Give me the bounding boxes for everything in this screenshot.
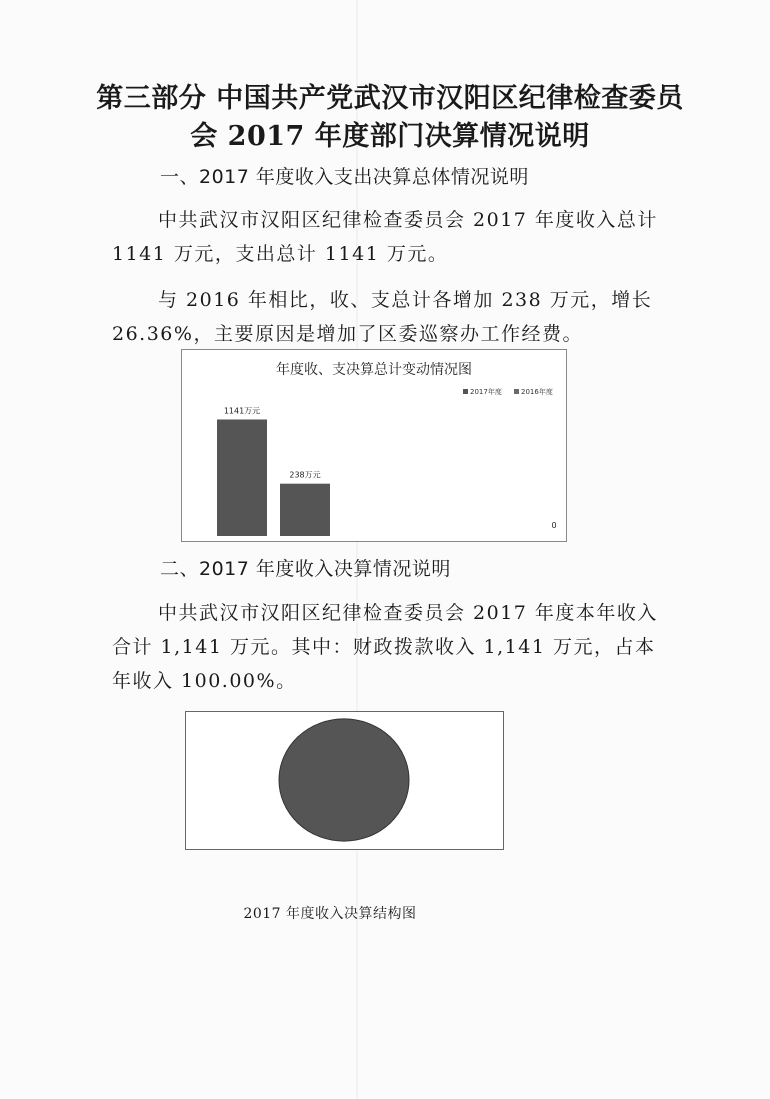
page-title bbox=[90, 80, 690, 156]
section1-paragraph2: 与 2016 年相比，收、支总计各增加 238 万元，增长 26.36%，主要原因是增加了区委巡察办工作经费。 bbox=[112, 289, 653, 345]
legend-label-2016: 2016年度 bbox=[521, 388, 553, 396]
bar-2017-0 bbox=[217, 419, 267, 536]
legend-label-2017: 2017年度 bbox=[470, 388, 502, 396]
pie-slice-0 bbox=[279, 719, 409, 841]
pie-chart-slices bbox=[279, 719, 409, 841]
bar-label-2016-0: 0 bbox=[551, 521, 557, 530]
legend-swatch-2017 bbox=[463, 389, 468, 394]
bar-chart-frame bbox=[181, 349, 567, 542]
bar-label-2017-1: 238万元 bbox=[289, 470, 321, 480]
section2-paragraph1: 中共武汉市汉阳区纪律检查委员会 2017 年度本年收入合计 1,141 万元。其中：财政拨款收入 1,141 万元，占本年收入 100.00%。 bbox=[112, 602, 658, 692]
section1-paragraph1: 中共武汉市汉阳区纪律检查委员会 2017 年度收入总计 1141 万元，支出总计 1141 万元。 bbox=[112, 209, 658, 265]
section1-heading: 一、2017 年度收入支出决算总体情况说明 bbox=[160, 166, 529, 188]
bar-chart bbox=[182, 350, 566, 541]
bar-2017-1 bbox=[280, 484, 330, 536]
pie-chart-frame bbox=[185, 711, 504, 850]
bar-chart-bars bbox=[217, 406, 557, 536]
page-title-line2: 会 2017 年度部门决算情况说明 bbox=[190, 121, 590, 152]
section2-heading: 二、2017 年度收入决算情况说明 bbox=[160, 558, 451, 580]
bar-chart-legend bbox=[463, 387, 553, 396]
legend-swatch-2016 bbox=[514, 389, 519, 394]
bar-chart-title: 年度收、支决算总计变动情况图 bbox=[276, 362, 472, 378]
bar-label-2017-0: 1141万元 bbox=[223, 406, 261, 416]
pie-chart bbox=[186, 712, 503, 849]
page-title-line1: 第三部分 中国共产党武汉市汉阳区纪律检查委员 bbox=[96, 83, 684, 114]
pie-chart-caption: 2017 年度收入决算结构图 bbox=[243, 906, 417, 922]
